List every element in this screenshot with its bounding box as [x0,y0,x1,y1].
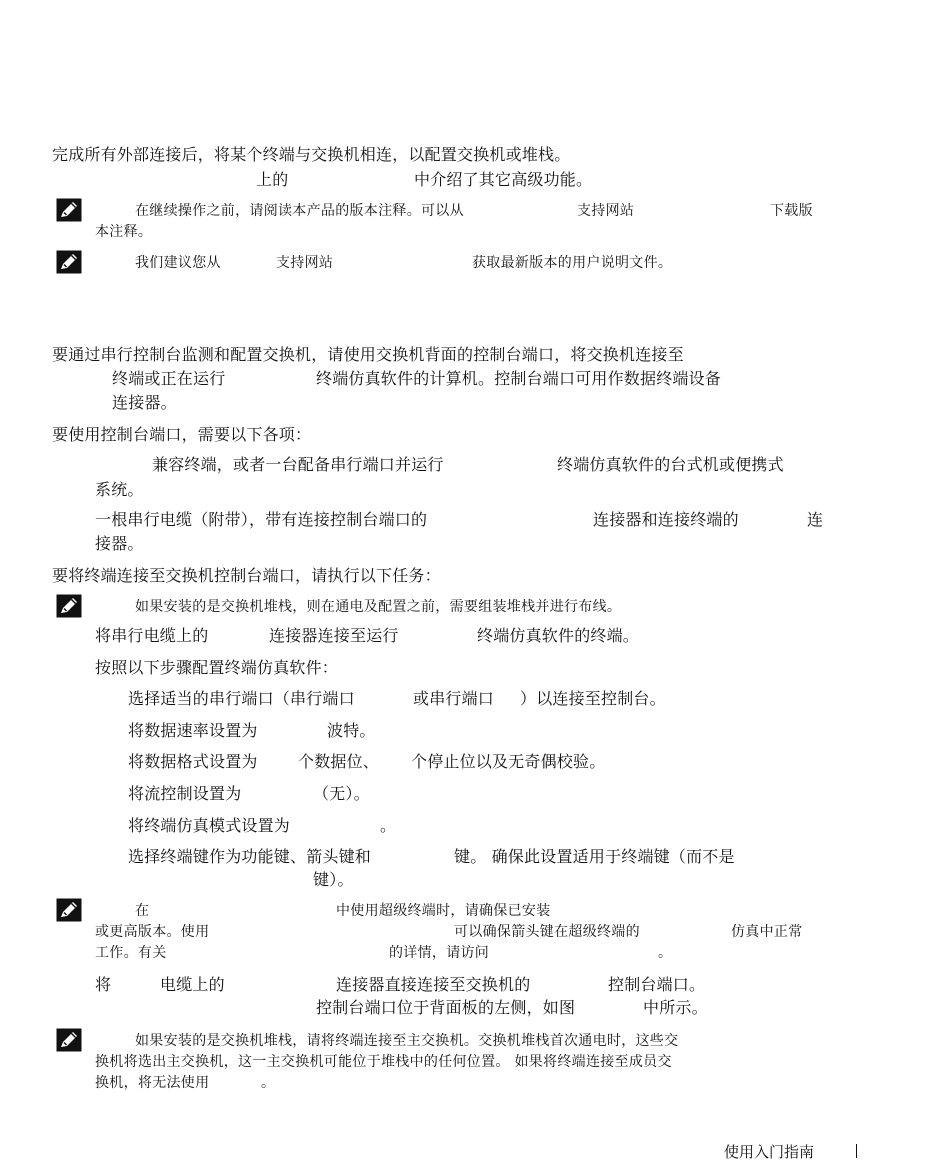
bullet-2a3: 连 [807,510,824,529]
note1-text-d: 本注释。 [95,224,153,240]
bullet-1a1: 兼容终端，或者一台配备串行端口并运行 [152,455,444,474]
note4-text-a1: 在 [135,903,150,919]
footer-title: 使用入门指南 [724,1143,815,1161]
note4-text-b2: 可以确保箭头键在超级终端的 [454,924,640,940]
substep-3c: 个停止位以及无奇偶校验。 [411,752,606,771]
step-3c: 中所示。 [643,998,708,1017]
note-pencil-icon [56,250,82,274]
note-pencil-icon [56,1028,82,1052]
note2-text-b: 支持网站 [276,255,334,271]
note1-text-c: 下载版 [770,203,813,219]
note5-text-c: 换机，将无法使用 [95,1075,210,1091]
step-3a3: 连接器直接连接至交换机的 [336,975,531,994]
substep-6a1: 选择终端键作为功能键、箭头键和 [128,847,372,866]
note2-text-c: 获取最新版本的用户说明文件。 [472,255,673,271]
note1-text-b: 支持网站 [577,203,635,219]
substep-3a: 将数据格式设置为 [128,752,258,771]
step-2: 按照以下步骤配置终端仿真软件： [95,658,339,677]
bullet-1a2: 终端仿真软件的台式机或便携式 [557,455,784,474]
step-3a4: 控制台端口。 [608,975,706,994]
note5-text-d: 。 [261,1075,276,1091]
serial-para-2: 要使用控制台端口，需要以下各项： [52,425,312,444]
substep-4a: 将流控制设置为 [128,784,242,803]
substep-5b: 。 [380,816,397,835]
note5-text-a: 如果安装的是交换机堆栈，请将终端连接至主交换机。交换机堆栈首次通电时，这些交 [135,1033,679,1049]
serial-para-1b1: 终端或正在运行 [112,369,226,388]
serial-para-1b2: 终端仿真软件的计算机。控制台端口可用作数据终端设备 [316,369,722,388]
note-pencil-icon [56,898,82,922]
note4-text-b1: 或更高版本。使用 [95,924,210,940]
step-3a1: 将 [95,975,112,994]
substep-5a: 将终端仿真模式设置为 [128,816,291,835]
bullet-2a2: 连接器和连接终端的 [593,510,739,529]
bullet-1b: 系统。 [95,480,144,499]
serial-para-1a: 要通过串行控制台监测和配置交换机，请使用交换机背面的控制台端口，将交换机连接至 [52,345,684,364]
step-1c: 终端仿真软件的终端。 [477,626,640,645]
note4-text-c2: 的详情，请访问 [389,945,490,961]
bullet-2a1: 一根串行电缆（附带），带有连接控制台端口的 [95,510,428,529]
substep-1a: 选择适当的串行端口（串行端口 [128,689,355,708]
step-3a2: 电缆上的 [160,975,225,994]
note4-text-c3: 。 [658,945,673,961]
bullet-2b: 接器。 [95,534,144,553]
step-1a: 将串行电缆上的 [95,626,209,645]
substep-3b: 个数据位、 [298,752,380,771]
substep-1c: ）以连接至控制台。 [520,689,666,708]
note-pencil-icon [56,594,82,618]
serial-para-3: 要将终端连接至交换机控制台端口，请执行以下任务： [52,566,441,585]
note-pencil-icon [56,198,82,222]
substep-6b: 键）。 [313,870,354,889]
substep-2b: 波特。 [327,721,376,740]
note4-text-a2: 中使用超级终端时，请确保已安装 [336,903,551,919]
step-1b: 连接器连接至运行 [269,626,399,645]
intro-line-2a: 上的 [256,170,289,189]
note2-text-a: 我们建议您从 [135,255,221,271]
substep-4b: （无）。 [313,784,370,803]
note3-text: 如果安装的是交换机堆栈，则在通电及配置之前，需要组装堆栈并进行布线。 [135,599,622,615]
substep-1b: 或串行端口 [413,689,495,708]
serial-para-1c: 连接器。 [112,393,177,412]
substep-2a: 将数据速率设置为 [128,721,258,740]
intro-line-1: 完成所有外部连接后，将某个终端与交换机相连，以配置交换机或堆栈。 [52,145,571,164]
note5-text-b: 换机将选出主交换机，这一主交换机可能位于堆栈中的任何位置。 如果将终端连接至成员交 [95,1054,672,1070]
note4-text-c1: 工作。有关 [95,945,167,961]
note4-text-b3: 仿真中正常 [731,924,803,940]
note1-text-a: 在继续操作之前，请阅读本产品的版本注释。可以从 [135,203,464,219]
intro-line-2b: 中介绍了其它高级功能。 [414,170,593,189]
substep-6a2: 键。 确保此设置适用于终端键（而不是 [454,847,735,866]
step-3b: 控制台端口位于背面板的左侧，如图 [316,998,576,1017]
footer-divider [856,1144,857,1158]
